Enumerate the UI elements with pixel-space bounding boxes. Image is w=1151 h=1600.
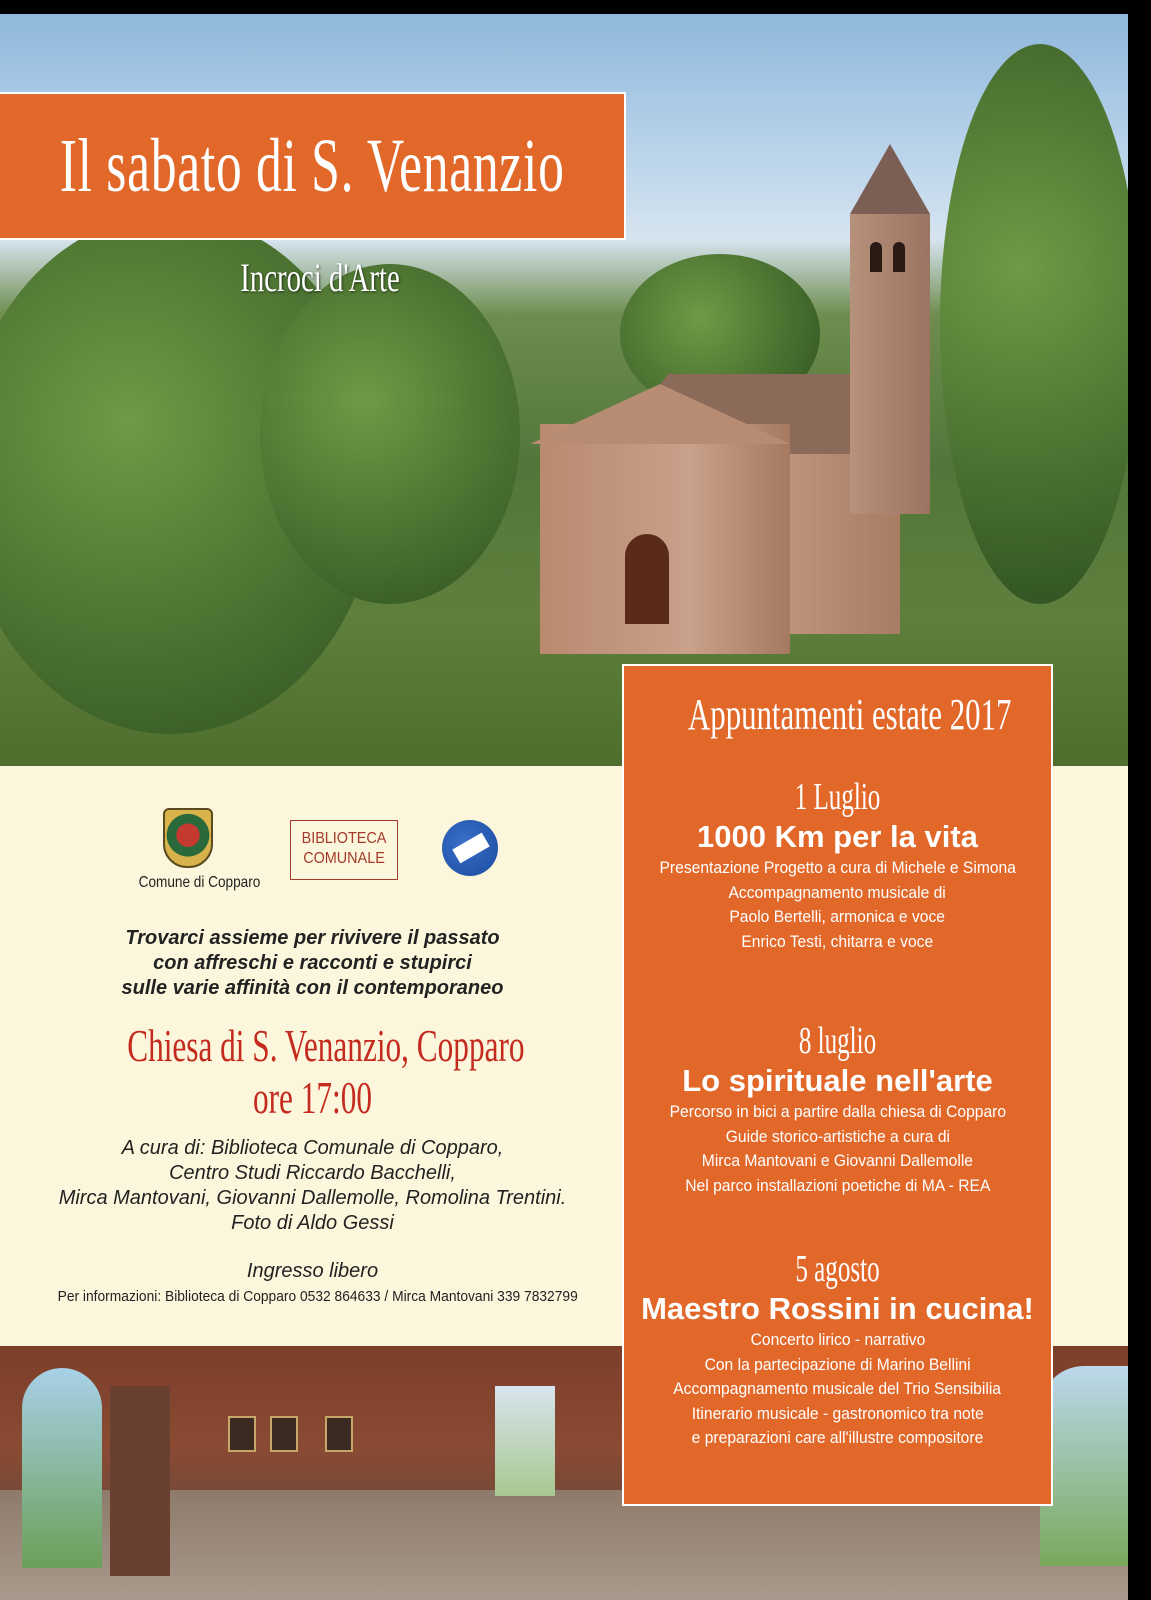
events-panel [622,664,1053,1506]
venue-time: ore 17:00 [252,1072,372,1123]
event-date: 5 agosto [795,1248,880,1290]
event-title: Maestro Rossini in cucina! [641,1291,1034,1326]
event-line: Paolo Bertelli, armonica e voce [729,907,946,926]
tower-window [870,242,882,272]
wall-painting [228,1416,256,1452]
biblioteca-logo-line: BIBLIOTECA [301,830,387,847]
contact-info-text: Per informazioni: Biblioteca di Copparo 0532 864633 / Mirca Mantovani 339 7832799 [57,1288,578,1305]
church-gable [530,384,790,444]
interior-doorway-right [1040,1366,1128,1566]
intro-text [40,926,585,1001]
event-item [624,1248,1051,1451]
tree-right [940,44,1128,604]
interior-open-door [110,1386,170,1576]
church-door [625,534,669,624]
event-date: 1 Luglio [794,776,881,818]
events-heading: Appuntamenti estate 2017 [688,690,1012,739]
event-line: Enrico Testi, chitarra e voce [741,931,934,951]
centro-studi-logo-icon [442,820,498,876]
event-line: Mirca Mantovani e Giovanni Dallemolle [701,1151,974,1170]
sponsor-logos [130,808,500,898]
intro-line: con affreschi e racconti e stupirci [153,952,472,974]
credits-line: Mirca Mantovani, Giovanni Dallemolle, Romolina Trentini. [58,1187,567,1209]
event-item [624,1020,1051,1198]
event-title: Lo spirituale nell'arte [682,1063,993,1098]
event-line: Con la partecipazione di Marino Bellini [704,1354,971,1374]
tree-middle [260,264,520,604]
event-line: Accompagnamento musicale del Trio Sensibilia [673,1379,1002,1398]
event-line: Concerto lirico - narrativo [750,1330,925,1349]
event-date: 8 luglio [798,1020,877,1062]
credits-line: A cura di: Biblioteca Comunale di Copparo, [121,1137,504,1159]
comune-logo [130,808,261,892]
entry-note: Ingresso libero [246,1260,379,1282]
event-line: Accompagnamento musicale di [728,882,947,902]
title-banner [0,92,626,240]
intro-line: Trovarci assieme per rivivere il passato [125,927,500,949]
biblioteca-logo [290,820,398,880]
credits-block [40,1136,585,1236]
credits-line: Foto di Aldo Gessi [231,1212,394,1234]
comune-label: Comune di Copparo [138,874,261,891]
page-title: Il sabato di S. Venanzio [59,123,565,208]
tower-window [893,242,905,272]
event-line: Presentazione Progetto a cura di Michele e Simona [659,858,1016,877]
event-line: Guide storico-artistiche a cura di [725,1126,950,1146]
bell-tower-spire [850,144,930,214]
interior-doorway-left [22,1368,102,1568]
biblioteca-logo-line: COMUNALE [303,850,385,867]
event-line: Nel parco installazioni poetiche di MA - REA [684,1175,991,1195]
wall-painting [270,1416,298,1452]
event-line: Itinerario musicale - gastronomico tra note [691,1403,984,1423]
venue-place: Chiesa di S. Venanzio, Copparo [127,1020,525,1071]
event-title: 1000 Km per la vita [697,819,978,854]
event-line: e preparazioni care all'illustre compositore [691,1428,984,1447]
interior-doorway-center [495,1386,555,1496]
event-item [624,776,1051,954]
contact-info [20,1288,615,1305]
venue-block [40,1020,585,1124]
event-line: Percorso in bici a partire dalla chiesa di Copparo [669,1102,1006,1121]
wall-painting [325,1416,353,1452]
credits-line: Centro Studi Riccardo Bacchelli, [169,1162,456,1184]
page-subtitle: Incroci d'Arte [240,255,400,300]
intro-line: sulle varie affinità con il contemporaneo [121,977,504,999]
crest-icon [163,808,213,868]
bell-tower [850,214,930,514]
